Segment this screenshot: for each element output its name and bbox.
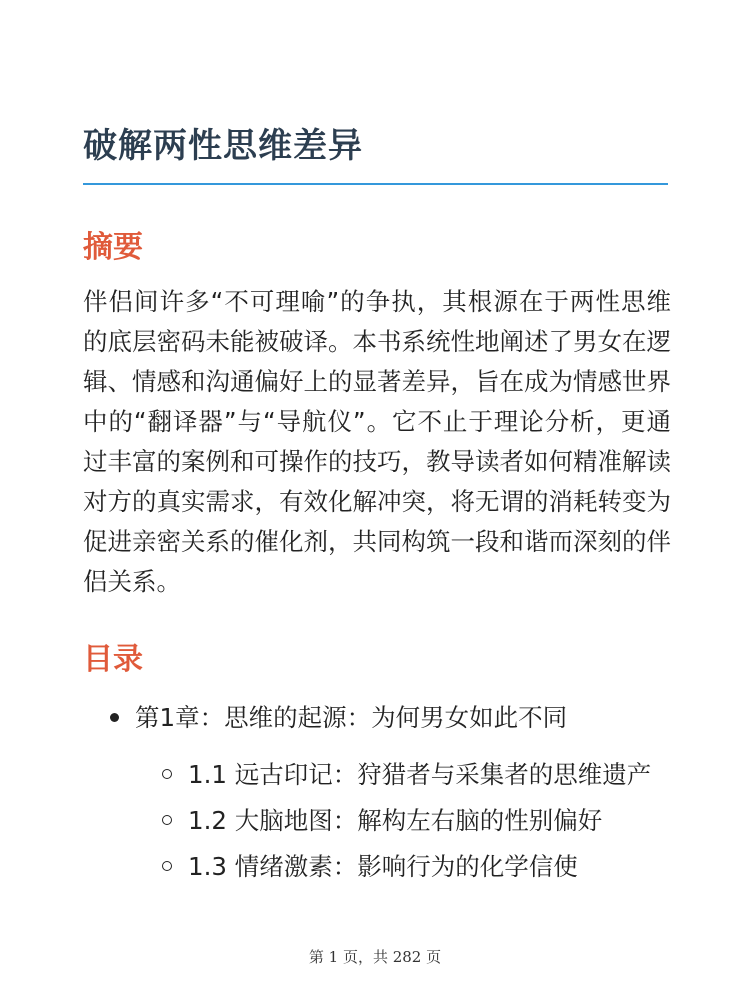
title-divider xyxy=(83,183,668,185)
document-title: 破解两性思维差异 xyxy=(83,126,363,166)
toc-section-1-2[interactable] xyxy=(135,804,673,838)
toc-section-label: 1.2 大脑地图：解构左右脑的性别偏好 xyxy=(188,806,603,835)
abstract-paragraph: 伴侣间许多“不可理喻”的争执，其根源在于两性思维的底层密码未能被破译。本书系统性地阐述了男女在逻辑、情感和沟通偏好上的显著差异，旨在成为情感世界中的“翻译器”与“导航仪”。它不止于理论分析，更通过丰富的案例和可操作的技巧，教导读者如何精准解读对方的真实需求，有效化解冲突，将无谓的消耗转变为促进亲密关系的催化剂，共同构筑一段和谐而深刻的伴侣关系。 xyxy=(83,287,671,596)
toc-section-1-3[interactable] xyxy=(135,850,673,884)
bullet-circle-icon xyxy=(162,815,172,825)
toc-section-label: 1.1 远古印记：狩猎者与采集者的思维遗产 xyxy=(188,760,652,789)
table-of-contents xyxy=(83,700,673,896)
toc-section-1-1[interactable] xyxy=(135,758,673,792)
toc-heading: 目录 xyxy=(83,642,143,677)
toc-section-label: 1.3 情绪激素：影响行为的化学信使 xyxy=(188,852,578,881)
toc-chapter-1[interactable] xyxy=(83,700,673,884)
bullet-circle-icon xyxy=(162,769,172,779)
abstract-heading: 摘要 xyxy=(83,230,143,265)
page-footer: 第 1 页，共 282 页 xyxy=(308,948,442,966)
toc-section-list xyxy=(135,758,673,884)
bullet-disc-icon xyxy=(110,713,119,722)
bullet-circle-icon xyxy=(162,861,172,871)
toc-chapter-label: 第1章：思维的起源：为何男女如此不同 xyxy=(135,703,568,732)
